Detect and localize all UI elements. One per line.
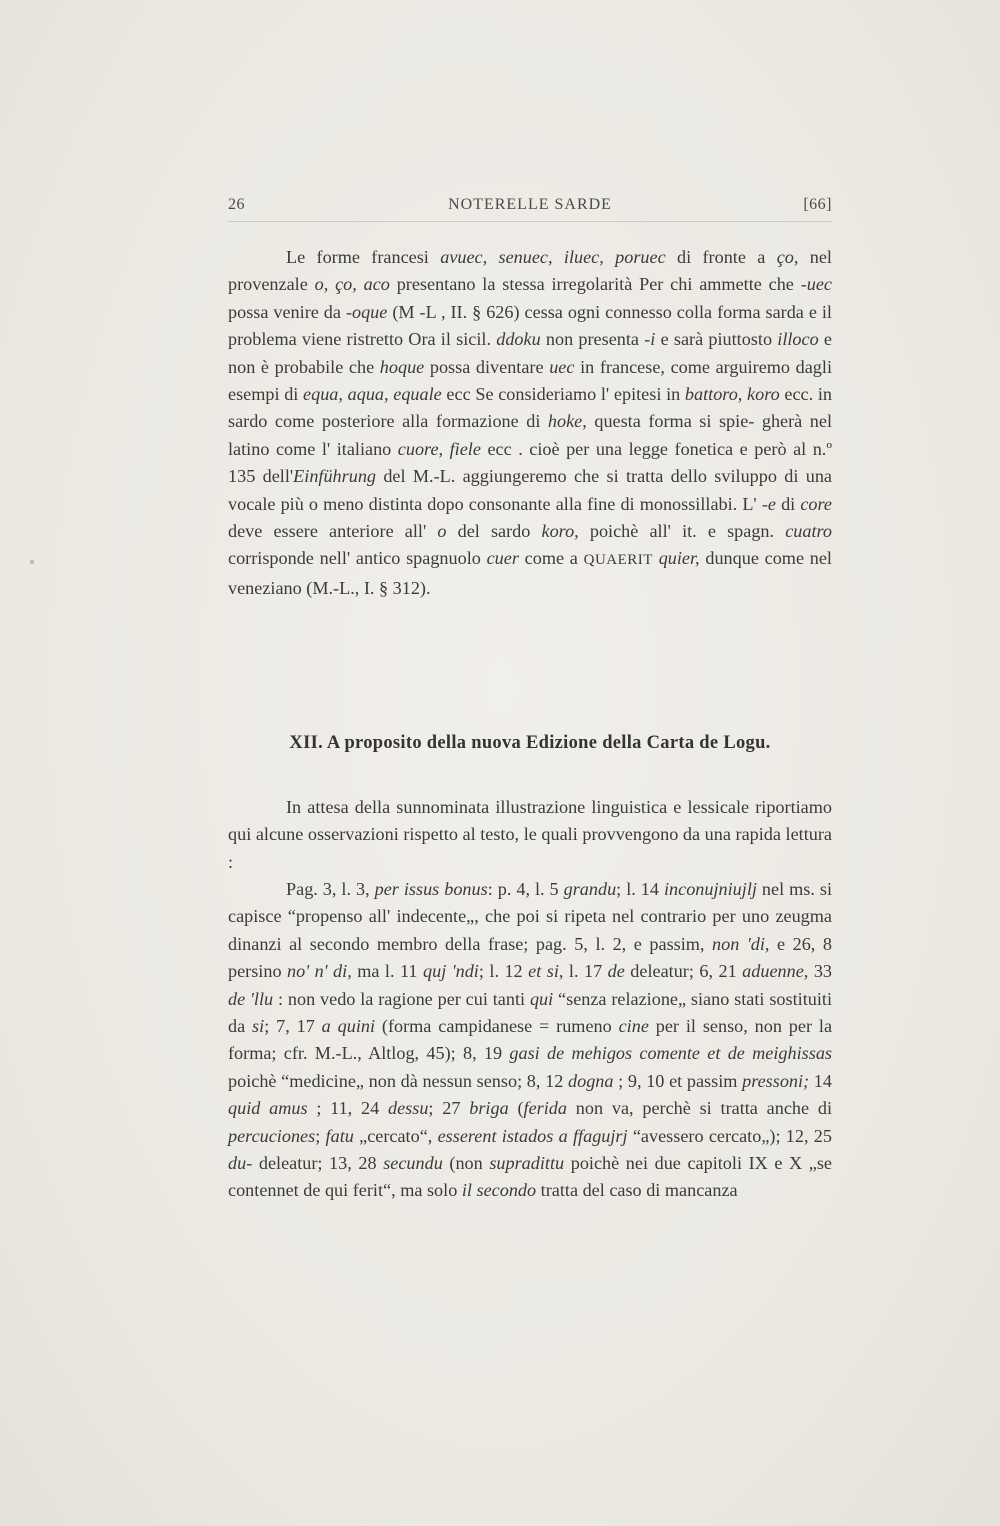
text-run: nel ms. si capisce “propenso all' indecente„, che poi si ripeta nel contrario per uno zeugma dinanzi al secondo membro della frase; pag. 5, l. 2, e passim, [228, 879, 833, 954]
text-run: deve essere anteriore all' [228, 521, 438, 542]
text-run: (M -L , II. § 626) cessa ogni connesso colla forma sarda e il problema viene ristretto Ora il sicil. [228, 301, 832, 350]
italic-run: cuatro [785, 521, 833, 542]
text-run: ma l. 11 [351, 961, 423, 982]
text-run: possa venire da [228, 301, 346, 322]
italic-run: dessu [388, 1098, 429, 1119]
text-run: poichè all' it. e spagn. [578, 521, 786, 542]
paragraph-1 [228, 244, 832, 602]
text-run: e sarà piuttosto [655, 329, 778, 350]
text-run: ; 9, 10 et passim [613, 1070, 743, 1091]
italic-run: quier, [658, 548, 700, 569]
text-run: per il senso, non per la forma; cfr. M.-L., Altlog, 45); 8, 19 [228, 1016, 833, 1064]
text-run: possa diventare [424, 356, 550, 377]
text-run: ecc . cioè per una legge fonetica e però al n.º 135 dell' [228, 438, 832, 487]
italic-run: avuec, senuec, iluec, poruec [440, 247, 666, 267]
text-run: corrisponde nell' antico spagnuolo [228, 548, 487, 569]
italic-run: quj 'ndi [423, 961, 479, 982]
italic-run: illoco [777, 329, 819, 350]
italic-run: il secondo [461, 1180, 537, 1201]
italic-run: -uec [800, 274, 832, 295]
bracket-page-number: [66] [803, 196, 832, 213]
text-run: presentano la stessa irregolarità Per chi ammette che [389, 274, 801, 295]
text-run: deleatur; 13, 28 [252, 1153, 384, 1174]
italic-run: per issus bonus [374, 879, 488, 899]
italic-run: de 'llu [228, 988, 274, 1009]
text-run: ; 27 [428, 1098, 470, 1119]
text-run: l. 17 [563, 961, 608, 982]
paper-speck [30, 560, 34, 564]
italic-run: fatu [325, 1125, 354, 1146]
italic-run: si [252, 1016, 265, 1037]
text-run: dunque come nel veneziano (M.-L., I. § 312). [228, 548, 832, 598]
italic-run: core [800, 493, 832, 514]
italic-run: inconujniujlj [663, 879, 757, 899]
italic-run: equa, aqua, equale [303, 384, 442, 405]
text-run: : non vedo la ragione per cui tanti [273, 988, 530, 1009]
header-rule [228, 221, 832, 222]
text-run: poichè “medicine„ non dà nessun senso; 8, 12 [228, 1070, 568, 1091]
italic-run: du- [228, 1153, 253, 1174]
paragraph-2 [228, 794, 832, 876]
italic-run: aduenne, [742, 961, 809, 982]
page-number: 26 [228, 196, 245, 213]
text-run: di [775, 493, 801, 514]
paragraph-3 [228, 876, 832, 1205]
italic-run: a quini [321, 1016, 376, 1037]
italic-run: qui [529, 988, 554, 1009]
italic-run: -i [644, 329, 656, 350]
italic-run: no' n' di, [287, 961, 352, 982]
italic-run: gasi de mehigos comente et de meighissas [509, 1043, 832, 1064]
text-run: non va, perchè si tratta anche di [566, 1098, 833, 1119]
text-run: (non [442, 1153, 490, 1174]
italic-run: cuer [486, 548, 519, 569]
text-run: nel provenzale [228, 247, 832, 295]
italic-run: dogna [568, 1070, 614, 1091]
italic-run: battoro, koro [684, 384, 780, 405]
italic-run: percuciones [228, 1125, 316, 1146]
italic-run: o [437, 521, 447, 542]
italic-run: -oque [345, 301, 388, 322]
italic-run: ferida [523, 1098, 567, 1119]
text-run: e 26, 8 persino [228, 933, 832, 982]
text-run: 14 [809, 1070, 832, 1091]
italic-run: Einführung [293, 466, 377, 487]
italic-run: o, ço, aco [314, 274, 390, 295]
text-run: in francese, come arguiremo dagli esempi di [228, 356, 832, 405]
italic-run: supradittu [489, 1153, 565, 1174]
small-caps-run: QUAERIT [583, 552, 653, 569]
paragraph-2-body: In attesa della sunnominata illustrazione linguistica e lessicale riportiamo qui alcune osservazioni rispetto al testo, le quali provvengono da una rapida lettura : [228, 797, 832, 872]
paragraph-1-body [228, 244, 832, 602]
text-run: e non è probabile che [228, 329, 832, 377]
italic-run: non 'di, [712, 933, 770, 954]
text-run: del sardo [446, 521, 542, 542]
text-run: ecc. in sardo come posteriore alla formazione di [228, 384, 832, 432]
text-run: non presenta [540, 329, 645, 350]
text-run: questa forma si spie- gherà nel latino come l' italiano [228, 411, 832, 459]
italic-run: hoque [379, 356, 425, 377]
running-title: NOTERELLE SARDE [448, 196, 612, 213]
text-run: 33 [808, 961, 833, 982]
text-run: ; [315, 1125, 326, 1146]
text-run: tratta del caso di mancanza [536, 1180, 738, 1201]
text-run: Pag. 3, l. 3, [286, 879, 375, 899]
italic-run: koro, [541, 521, 579, 542]
text-run: ; l. 12 [478, 961, 529, 982]
italic-run: hoke, [547, 411, 587, 432]
italic-run: esserent istados a ffagujrj [437, 1125, 628, 1146]
italic-run: -e [761, 493, 776, 514]
italic-run: ddoku [496, 329, 541, 350]
italic-run: cuore, fiele [397, 438, 481, 459]
italic-run: grandu [563, 879, 617, 899]
text-run: “senza relazione„ siano stati sostituiti da [228, 988, 832, 1037]
text-run: ecc Se consideriamo l' epitesi in [441, 384, 685, 405]
text-run: del M.-L. aggiungeremo che si tratta dello sviluppo di una vocale più o meno distinta dopo consonante alla fine di monossillabi. L' [228, 466, 832, 514]
text-run: : p. 4, l. 5 [487, 879, 564, 899]
text-run: ( [508, 1098, 524, 1119]
italic-run: cine [618, 1016, 649, 1037]
text-run: di fronte a [665, 247, 777, 267]
section-heading: XII. A proposito della nuova Edizione della Carta de Logu. [289, 733, 771, 753]
text-run: Le forme francesi [286, 247, 441, 267]
italic-run: briga [469, 1098, 509, 1119]
text-run: „cercato“, [353, 1125, 438, 1146]
italic-run: pressoni; [742, 1070, 810, 1091]
italic-run: ço, [776, 247, 799, 267]
italic-run: de [607, 961, 625, 982]
text-run: ; 7, 17 [264, 1016, 322, 1037]
text-run: deleatur; 6, 21 [624, 961, 743, 982]
text-run: (forma campidanese = rumeno [375, 1016, 619, 1037]
italic-run: quid amus [228, 1098, 308, 1119]
paragraph-3-body [228, 876, 832, 1205]
italic-run: et si, [528, 961, 564, 982]
text-run: ; l. 14 [616, 879, 664, 899]
running-header [228, 196, 832, 222]
text-run: “avessero cercato„); 12, 25 [627, 1125, 832, 1146]
text-run: poichè nei due capitoli IX e X „se contennet de qui ferit“, ma solo [228, 1153, 833, 1201]
italic-run: uec [549, 356, 575, 377]
text-run: ; 11, 24 [307, 1098, 388, 1119]
text-run: come a [518, 548, 584, 569]
italic-run: secundu [383, 1153, 443, 1174]
